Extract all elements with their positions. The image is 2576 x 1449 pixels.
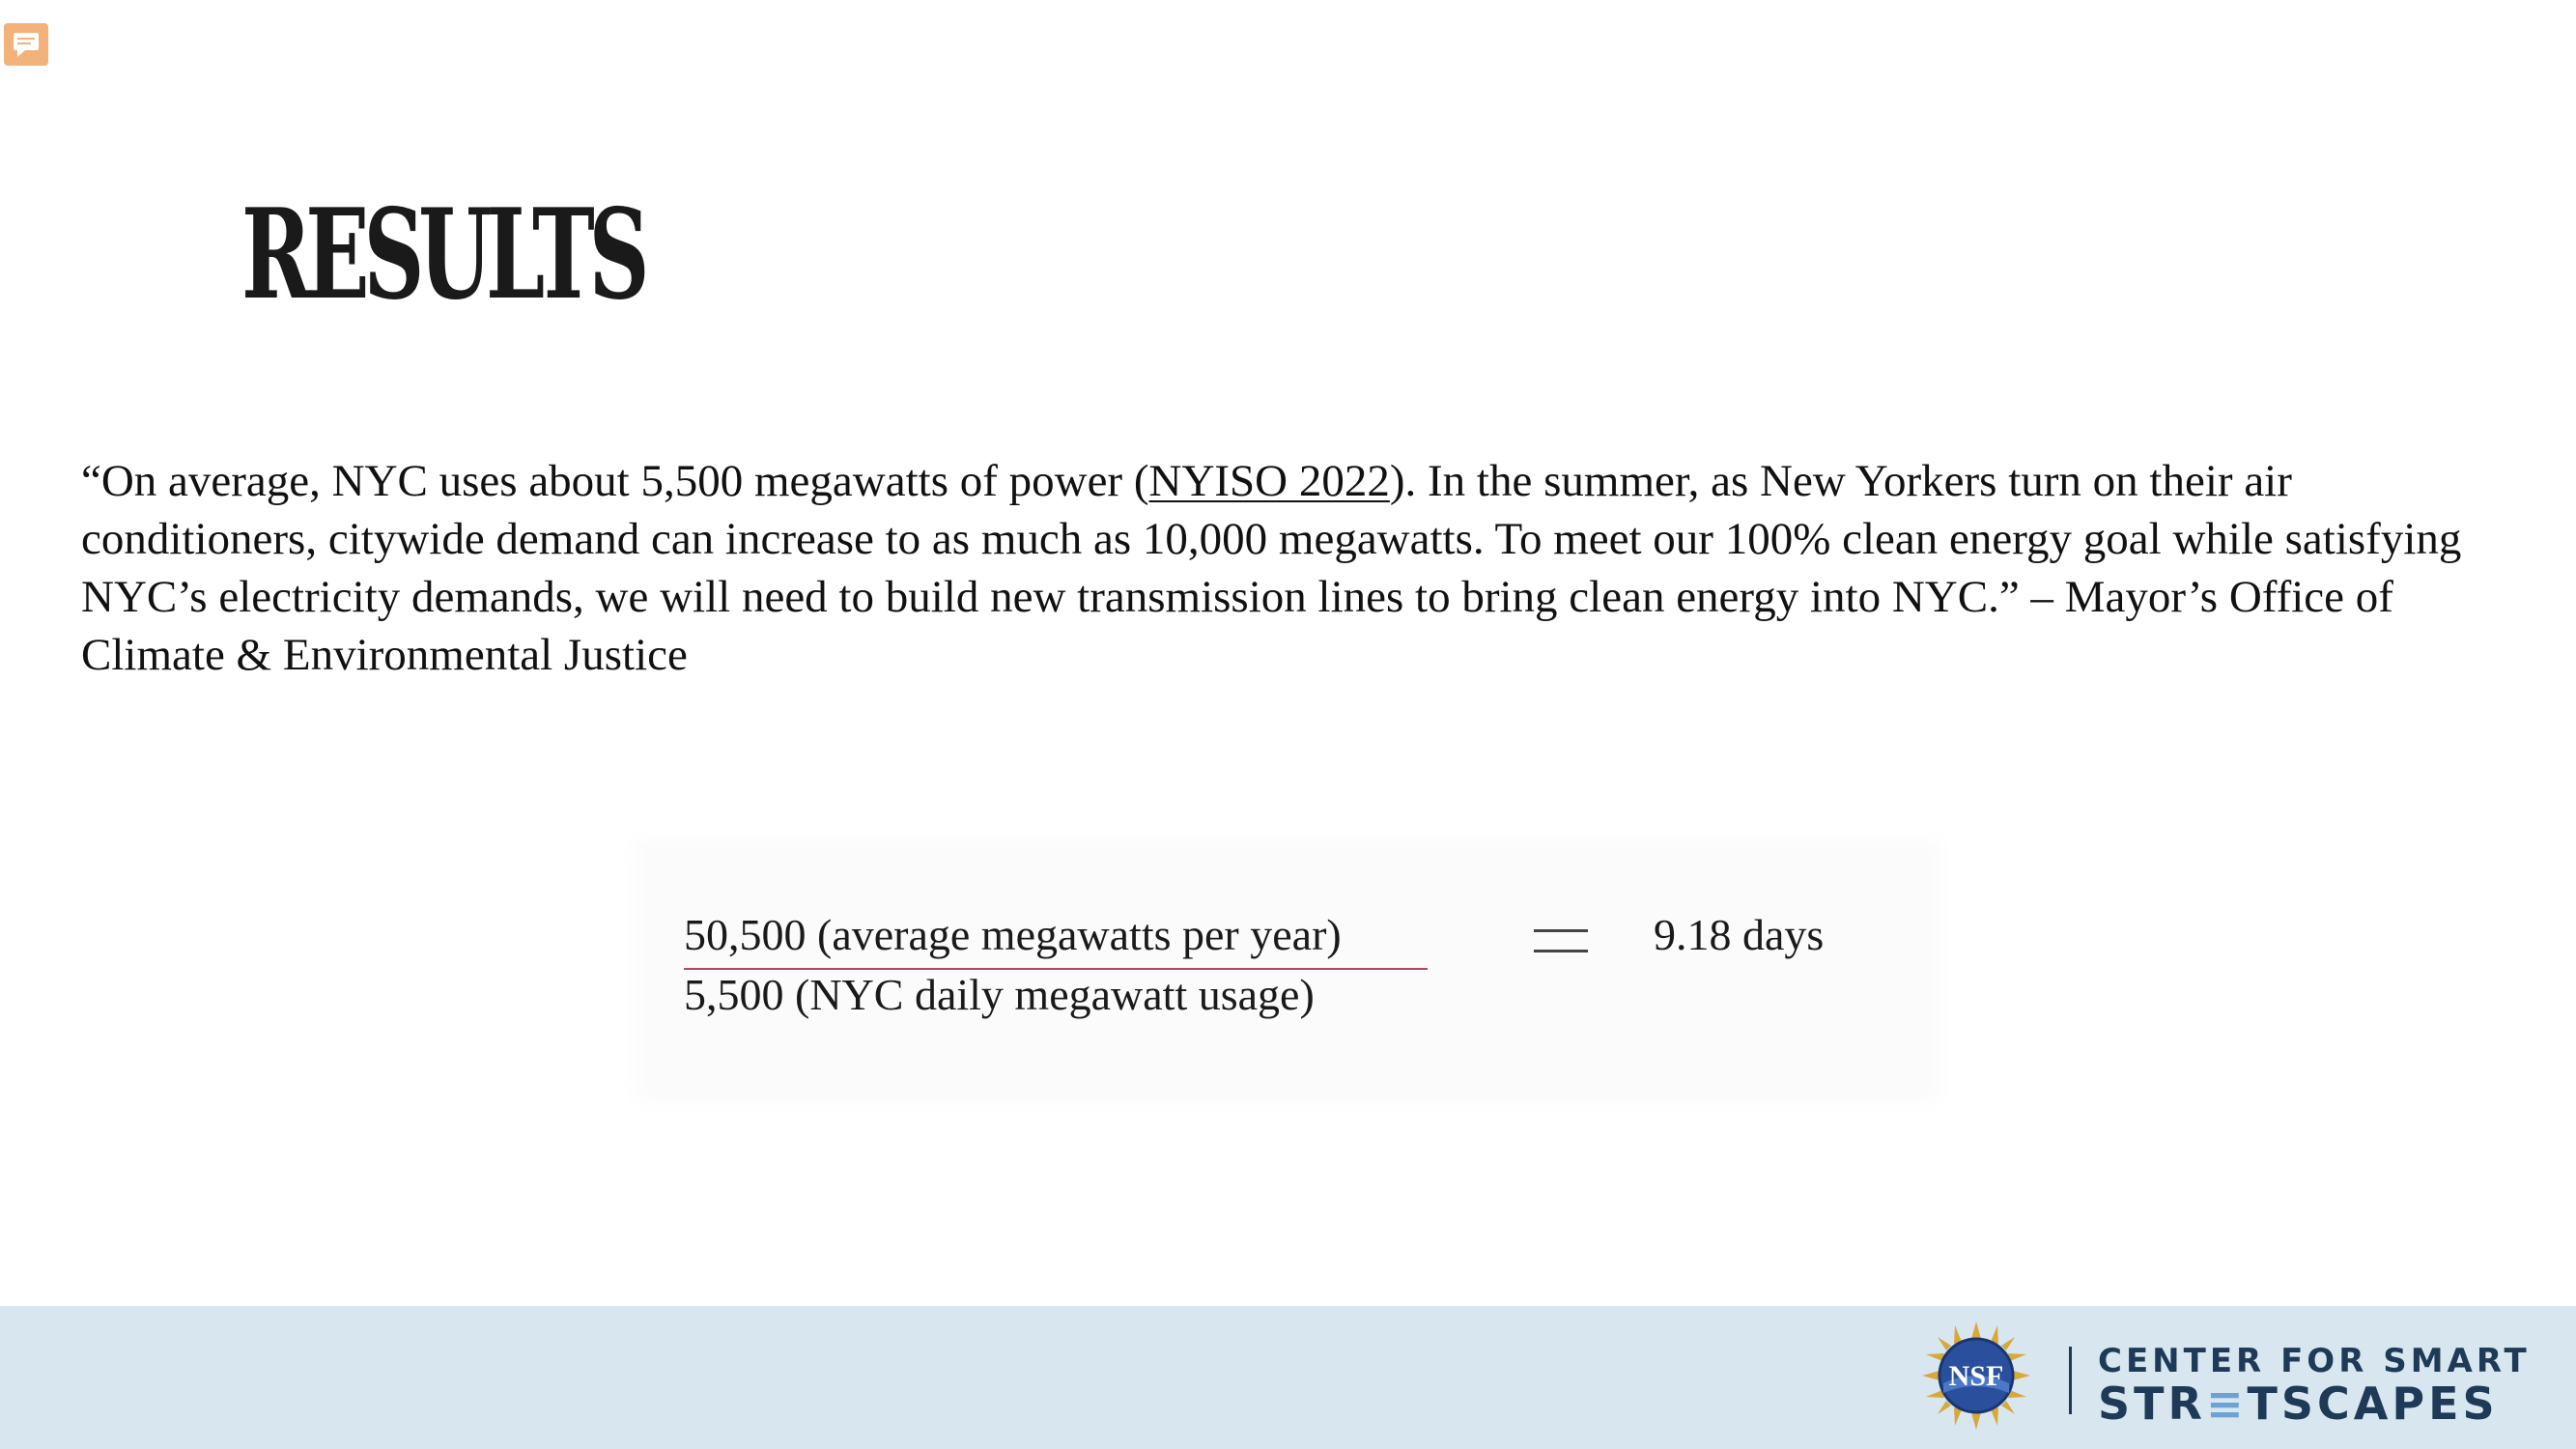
footer-divider	[2069, 1347, 2072, 1414]
slide-title: RESULTS	[241, 183, 644, 327]
calculation-image	[645, 850, 1930, 1092]
org-name-part2: TSCAPES	[2247, 1378, 2499, 1430]
quote-text-end: ). In the summer, as New Yorkers turn on their air conditioners, citywide demand can increase to as much as 10,000 megawatts. To meet our 100% clean energy goal while satisfying NYC’s electricity demands, we will need to build new transmission lines to bring clean energy into NYC.” – Mayor’s Office of Climate & Environmental Justice	[81, 456, 2462, 680]
calculation-result: 9.18 days	[1654, 910, 1825, 959]
fraction-denominator: 5,500 (NYC daily megawatt usage)	[684, 970, 1315, 1019]
comment-icon[interactable]	[4, 23, 48, 66]
nsf-logo	[1920, 1320, 2032, 1432]
quote-paragraph	[81, 452, 2534, 684]
org-name-part1: STR	[2098, 1378, 2206, 1430]
org-name-line1: CENTER FOR SMART	[2098, 1342, 2531, 1380]
nsf-logo-text: NSF	[1948, 1360, 2004, 1392]
nyiso-source-link[interactable]: NYISO 2022	[1148, 456, 1390, 506]
org-name-eq-mark: ≡	[2205, 1378, 2248, 1430]
equals-sign	[1534, 929, 1588, 952]
fraction-numerator: 50,500 (average megawatts per year)	[684, 910, 1342, 959]
quote-text-start: “On average, NYC uses about 5,500 megawatts of power (	[81, 456, 1149, 506]
footer-bar	[0, 1306, 2576, 1449]
org-name-line2	[2098, 1378, 2499, 1430]
